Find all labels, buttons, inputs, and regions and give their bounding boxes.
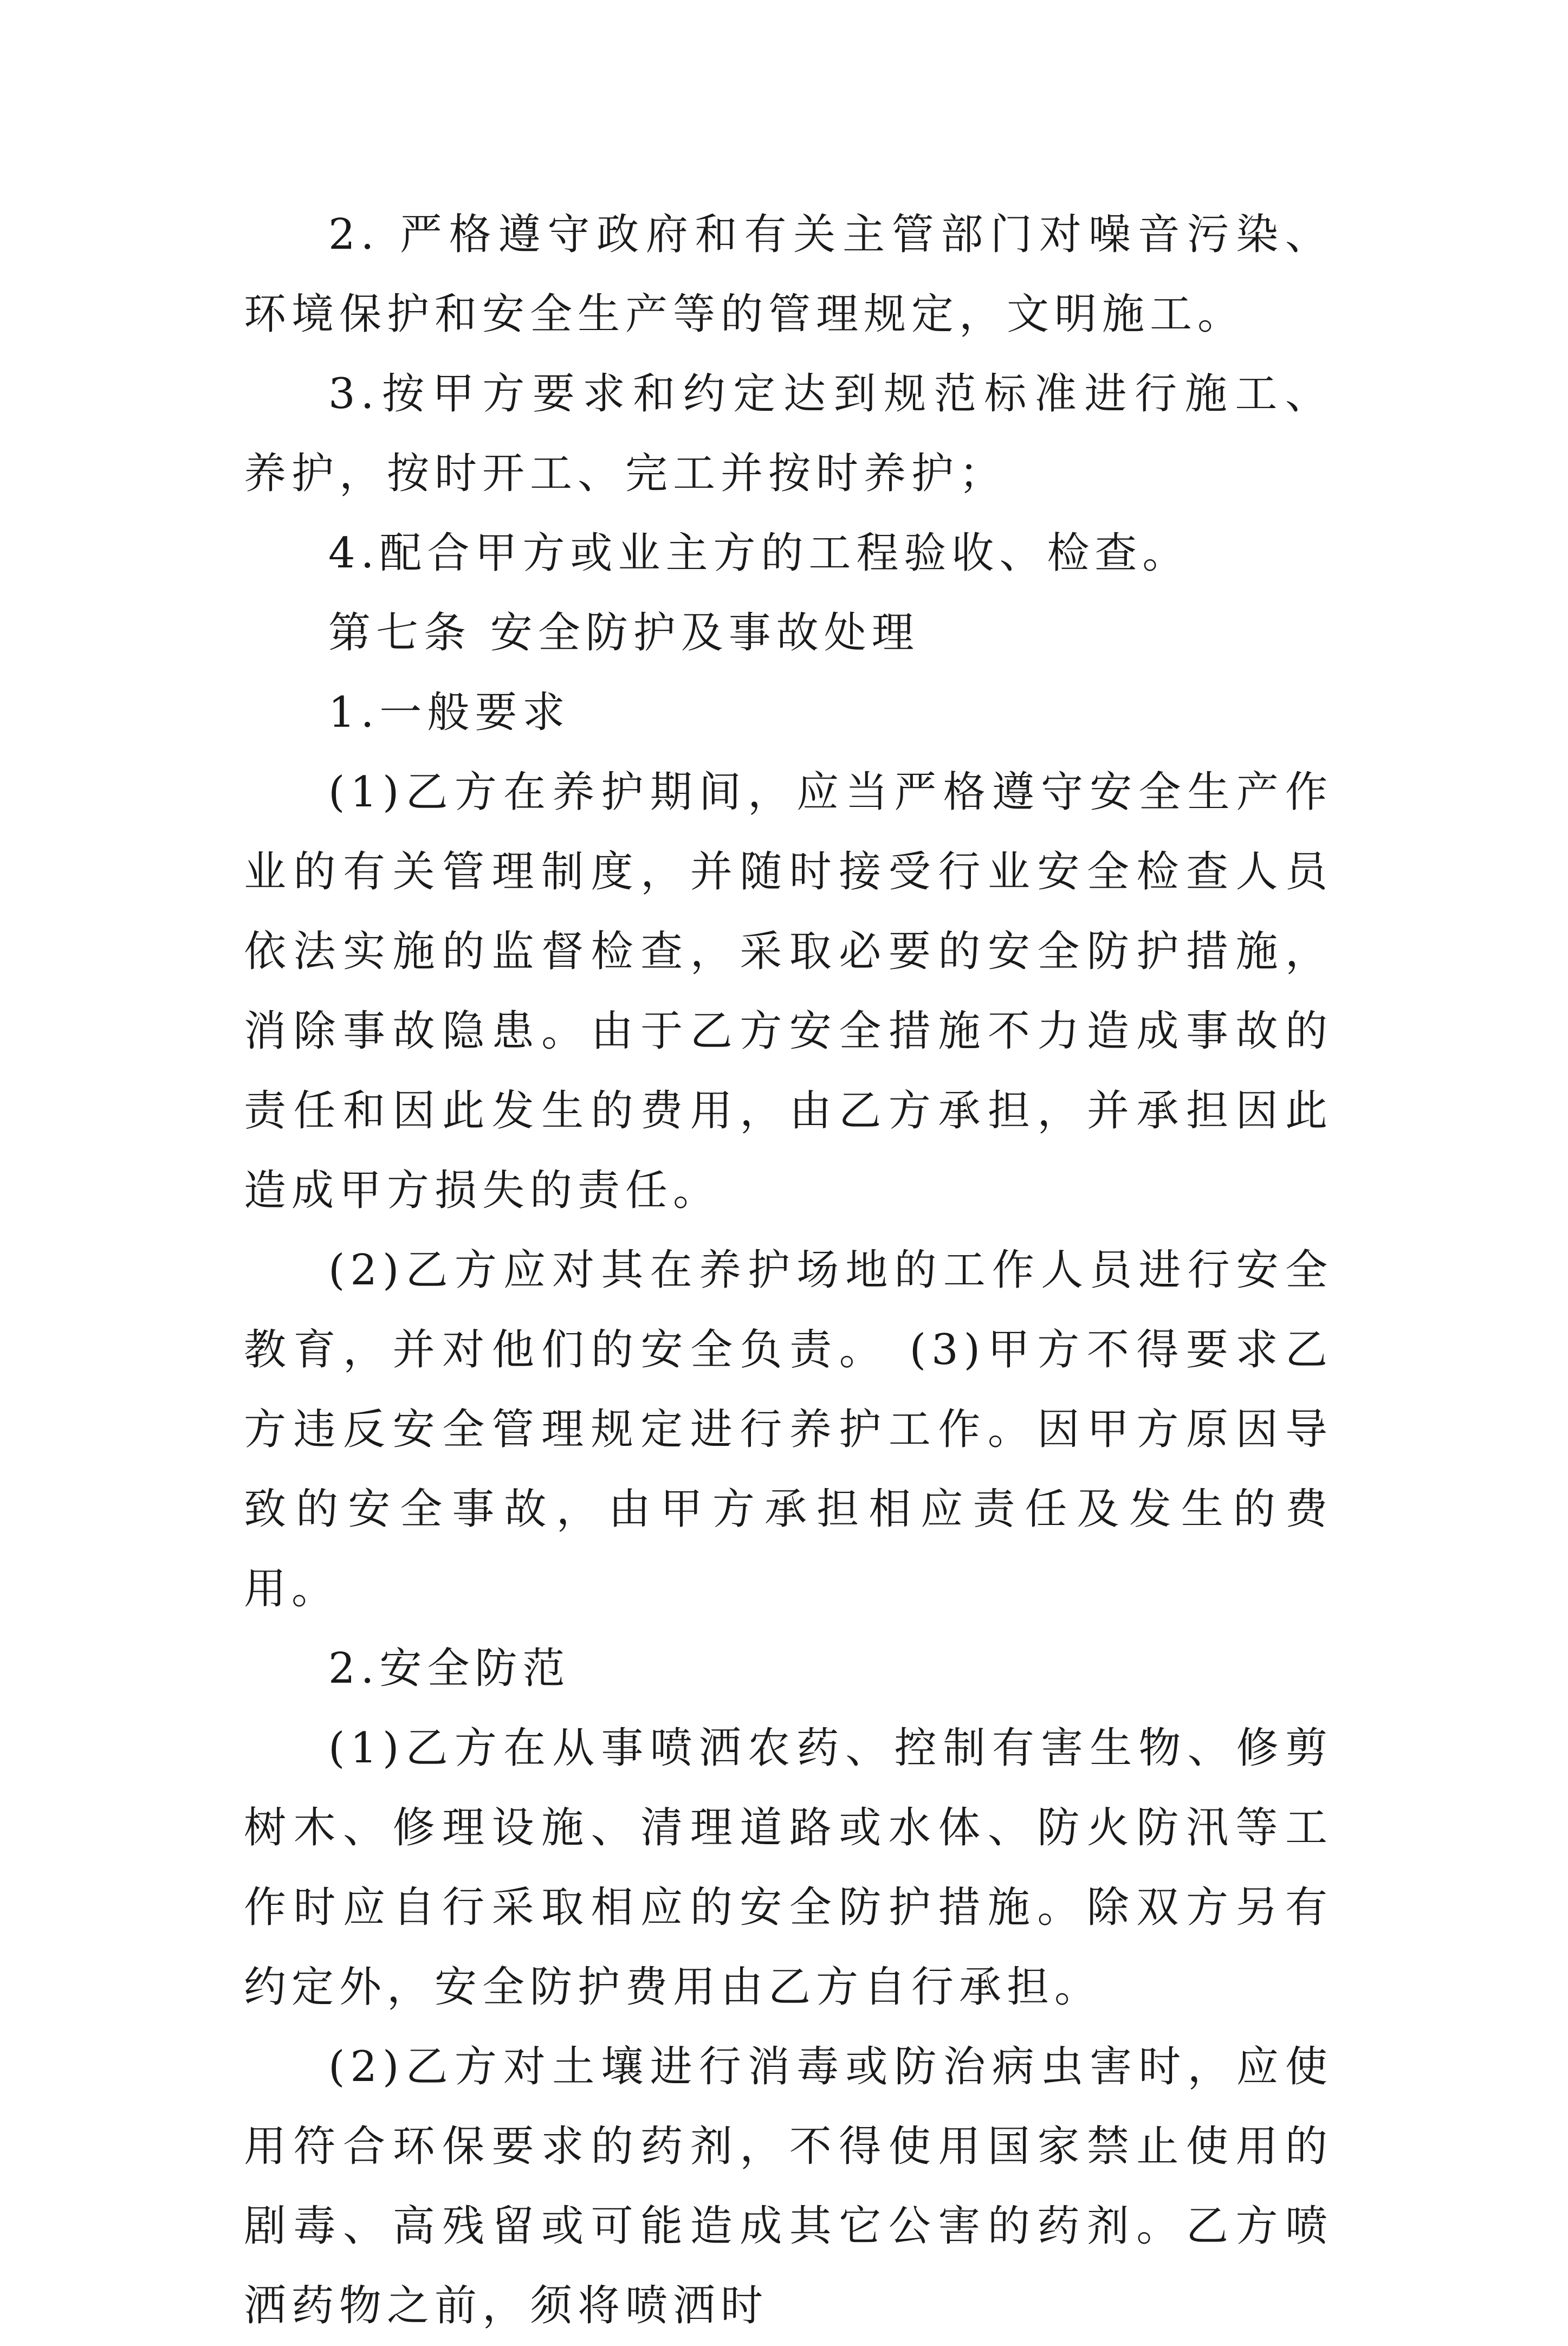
subheading-safety-prevention: 2.安全防范 [328,1644,571,1693]
section-heading-article-7: 第七条 安全防护及事故处理 [328,609,919,657]
paragraph-item-4: 4.配合甲方或业主方的工程验收、检查。 [328,529,1190,578]
paragraph-prevention-2: (2)乙方对土壤进行消毒或防治病虫害时，应使用符合环保要求的药剂，不得使用国家禁止使用的剧毒、高残留或可能造成其它公害的药剂。乙方喷洒药物之前，须将喷洒时 [244,2043,1333,2330]
paragraph-general-2-3: (2)乙方应对其在养护场地的工作人员进行安全教育，并对他们的安全负责。 (3)甲方不得要求乙方违反安全管理规定进行养护工作。因甲方原因导致的安全事故，由甲方承担相应责任及发生的费用。 [244,1246,1333,1613]
paragraph-prevention-1: (1)乙方在从事喷洒农药、控制有害生物、修剪树木、修理设施、清理道路或水体、防火防汛等工作时应自行采取相应的安全防护措施。除双方另有约定外，安全防护费用由乙方自行承担。 [244,1724,1333,2012]
paragraph-general-1: (1)乙方在养护期间，应当严格遵守安全生产作业的有关管理制度，并随时接受行业安全检查人员依法实施的监督检查，采取必要的安全防护措施，消除事故隐患。由于乙方安全措施不力造成事故的责任和因此发生的费用，由乙方承担，并承担因此造成甲方损失的责任。 [244,768,1333,1215]
paragraph-item-3: 3.按甲方要求和约定达到规范标准进行施工、养护，按时开工、完工并按时养护； [244,370,1333,498]
paragraph-item-2: 2. 严格遵守政府和有关主管部门对噪音污染、环境保护和安全生产等的管理规定，文明施工。 [244,210,1333,339]
document-page [244,195,1333,2346]
subheading-general-requirements: 1.一般要求 [328,688,571,737]
